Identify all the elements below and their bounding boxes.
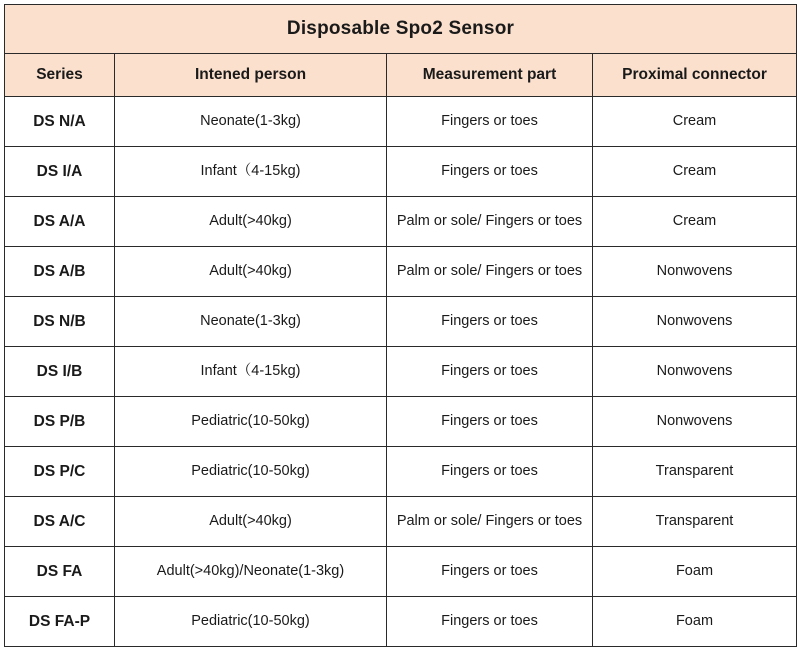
- table-row: [5, 197, 797, 247]
- table-title: Disposable Spo2 Sensor: [5, 5, 797, 54]
- cell-part-text: Fingers or toes: [441, 113, 538, 130]
- column-header-intened-person: Intened person: [115, 54, 387, 97]
- table-row: [5, 297, 797, 347]
- cell-connector: Nonwovens: [593, 397, 797, 447]
- cell-part: [387, 597, 593, 647]
- cell-part: [387, 347, 593, 397]
- cell-person: [115, 397, 387, 447]
- disposable-spo2-sensor-table: [4, 4, 797, 647]
- cell-connector: Nonwovens: [593, 297, 797, 347]
- table-row: [5, 497, 797, 547]
- cell-person-text: Pediatric(10-50kg): [191, 613, 310, 630]
- cell-part: [387, 147, 593, 197]
- cell-connector: Nonwovens: [593, 247, 797, 297]
- table-row: [5, 347, 797, 397]
- cell-series: DS I/A: [5, 147, 115, 197]
- cell-part: [387, 97, 593, 147]
- cell-person-text: Adult(>40kg): [209, 263, 292, 280]
- cell-part: [387, 447, 593, 497]
- cell-person: [115, 547, 387, 597]
- cell-person: [115, 197, 387, 247]
- cell-connector: Cream: [593, 197, 797, 247]
- column-header-measurement-part: Measurement part: [387, 54, 593, 97]
- cell-person-text: Adult(>40kg): [209, 213, 292, 230]
- cell-part: [387, 197, 593, 247]
- cell-connector: Transparent: [593, 497, 797, 547]
- cell-part: [387, 247, 593, 297]
- cell-part-text: Fingers or toes: [441, 613, 538, 630]
- cell-person: [115, 597, 387, 647]
- cell-person: [115, 297, 387, 347]
- cell-part-text: Fingers or toes: [441, 313, 538, 330]
- table-row: [5, 597, 797, 647]
- cell-part-text: Fingers or toes: [441, 463, 538, 480]
- cell-connector: Foam: [593, 547, 797, 597]
- cell-person-text: Neonate(1-3kg): [200, 313, 301, 330]
- cell-series: DS N/A: [5, 97, 115, 147]
- table-row: [5, 97, 797, 147]
- cell-connector: Cream: [593, 97, 797, 147]
- cell-part: [387, 297, 593, 347]
- cell-person-text: Pediatric(10-50kg): [191, 463, 310, 480]
- cell-part: [387, 547, 593, 597]
- cell-series: DS P/B: [5, 397, 115, 447]
- cell-connector: Transparent: [593, 447, 797, 497]
- table-row: [5, 147, 797, 197]
- cell-series: DS N/B: [5, 297, 115, 347]
- cell-series: DS FA: [5, 547, 115, 597]
- table-title-row: [5, 5, 797, 54]
- cell-series: DS A/B: [5, 247, 115, 297]
- cell-person-text: Infant（4-15kg): [200, 363, 301, 380]
- cell-person: [115, 147, 387, 197]
- cell-person: [115, 447, 387, 497]
- cell-series: DS P/C: [5, 447, 115, 497]
- cell-part-text: Palm or sole/ Fingers or toes: [396, 263, 583, 280]
- table-row: [5, 397, 797, 447]
- cell-person-text: Adult(>40kg)/Neonate(1-3kg): [156, 563, 345, 580]
- cell-person: [115, 347, 387, 397]
- cell-person-text: Pediatric(10-50kg): [191, 413, 310, 430]
- cell-series: DS FA-P: [5, 597, 115, 647]
- cell-part-text: Palm or sole/ Fingers or toes: [396, 513, 583, 530]
- cell-connector: Cream: [593, 147, 797, 197]
- cell-person-text: Adult(>40kg): [209, 513, 292, 530]
- cell-series: DS A/A: [5, 197, 115, 247]
- cell-part-text: Fingers or toes: [441, 563, 538, 580]
- column-header-proximal-connector: Proximal connector: [593, 54, 797, 97]
- cell-person: [115, 97, 387, 147]
- cell-person: [115, 247, 387, 297]
- cell-part-text: Palm or sole/ Fingers or toes: [396, 213, 583, 230]
- cell-series: DS A/C: [5, 497, 115, 547]
- table-row: [5, 547, 797, 597]
- cell-part-text: Fingers or toes: [441, 413, 538, 430]
- table-row: [5, 247, 797, 297]
- column-header-series: Series: [5, 54, 115, 97]
- cell-person-text: Infant（4-15kg): [200, 163, 301, 180]
- cell-person: [115, 497, 387, 547]
- cell-part: [387, 497, 593, 547]
- cell-part-text: Fingers or toes: [441, 363, 538, 380]
- table-header-row: [5, 54, 797, 97]
- cell-connector: Nonwovens: [593, 347, 797, 397]
- cell-part: [387, 397, 593, 447]
- table-row: [5, 447, 797, 497]
- cell-connector: Foam: [593, 597, 797, 647]
- cell-person-text: Neonate(1-3kg): [200, 113, 301, 130]
- cell-series: DS I/B: [5, 347, 115, 397]
- cell-part-text: Fingers or toes: [441, 163, 538, 180]
